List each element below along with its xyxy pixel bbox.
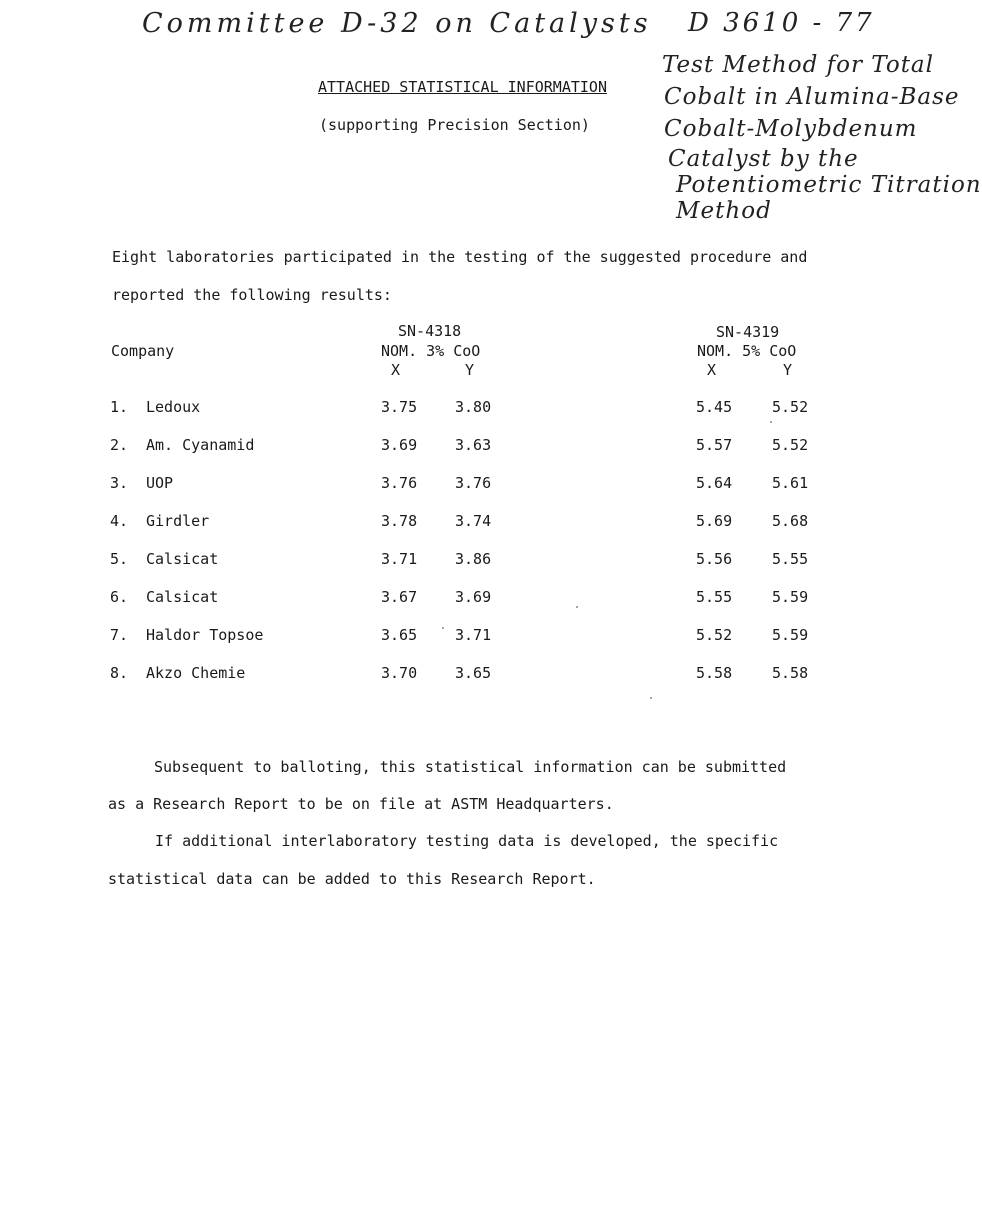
intro-line-1: Eight laboratories participated in the testing of the suggested procedure and: [112, 248, 808, 266]
sample2-x-value: 5.45: [696, 398, 733, 416]
sample1-y-header: Y: [465, 361, 475, 379]
sample2-y-value: 5.68: [772, 512, 809, 530]
company-column-header: Company: [111, 342, 175, 360]
sample2-x-value: 5.52: [696, 626, 733, 644]
sample1-y-value: 3.71: [455, 626, 492, 644]
sample1-y-value: 3.76: [455, 474, 492, 492]
row-number: 3.: [110, 474, 129, 492]
committee-handwritten: Committee D-32 on Catalysts: [142, 8, 652, 39]
intro-line-2: reported the following results:: [112, 286, 392, 304]
row-number: 6.: [110, 588, 129, 606]
title-line-3: Cobalt-Molybdenum: [664, 116, 918, 142]
row-number: 1.: [110, 398, 129, 416]
table-row: [0, 664, 950, 686]
scan-speck: [650, 697, 652, 699]
sample2-x-value: 5.64: [696, 474, 733, 492]
table-row: [0, 550, 950, 572]
sample1-x-value: 3.65: [381, 626, 418, 644]
sample2-y-value: 5.52: [772, 436, 809, 454]
sample1-x-header: X: [391, 361, 401, 379]
closing-p1-line-1: Subsequent to balloting, this statistical information can be submitted: [154, 758, 787, 776]
sample1-x-value: 3.70: [381, 664, 418, 682]
sample1-y-value: 3.74: [455, 512, 492, 530]
company-name: Calsicat: [146, 588, 219, 606]
title-line-4: Catalyst by the: [668, 146, 859, 172]
sample1-id: SN-4318: [398, 322, 462, 340]
title-line-1: Test Method for Total: [662, 52, 935, 78]
table-row: [0, 436, 950, 458]
table-row: [0, 474, 950, 496]
sample2-nominal: NOM. 5% CoO: [697, 342, 797, 360]
sample2-y-value: 5.59: [772, 588, 809, 606]
sample2-x-value: 5.69: [696, 512, 733, 530]
sample1-x-value: 3.76: [381, 474, 418, 492]
sample2-x-header: X: [707, 361, 717, 379]
sample1-y-value: 3.69: [455, 588, 492, 606]
closing-p2-line-1: If additional interlaboratory testing data is developed, the specific: [155, 832, 779, 850]
sample2-x-value: 5.58: [696, 664, 733, 682]
company-name: Akzo Chemie: [146, 664, 246, 682]
company-name: Ledoux: [146, 398, 201, 416]
sample1-x-value: 3.67: [381, 588, 418, 606]
row-number: 8.: [110, 664, 129, 682]
document-heading: ATTACHED STATISTICAL INFORMATION: [318, 78, 607, 96]
company-name: Girdler: [146, 512, 210, 530]
table-row: [0, 626, 950, 648]
sample1-y-value: 3.63: [455, 436, 492, 454]
sample1-x-value: 3.75: [381, 398, 418, 416]
row-number: 4.: [110, 512, 129, 530]
sample1-y-value: 3.65: [455, 664, 492, 682]
table-row: [0, 588, 950, 610]
title-line-5: Potentiometric Titration: [676, 172, 982, 198]
sample2-y-value: 5.58: [772, 664, 809, 682]
table-row: [0, 512, 950, 534]
closing-p2-line-2: statistical data can be added to this Research Report.: [108, 870, 596, 888]
row-number: 7.: [110, 626, 129, 644]
title-line-2: Cobalt in Alumina-Base: [664, 84, 960, 110]
designation-handwritten: D 3610 - 77: [688, 8, 875, 38]
sample1-y-value: 3.80: [455, 398, 492, 416]
table-row: [0, 398, 950, 420]
sample2-id: SN-4319: [716, 323, 780, 341]
sample1-x-value: 3.69: [381, 436, 418, 454]
sample2-x-value: 5.56: [696, 550, 733, 568]
sample1-y-value: 3.86: [455, 550, 492, 568]
sample1-x-value: 3.78: [381, 512, 418, 530]
scan-speck: [770, 421, 772, 423]
sample2-y-value: 5.61: [772, 474, 809, 492]
sample2-y-value: 5.59: [772, 626, 809, 644]
sample1-x-value: 3.71: [381, 550, 418, 568]
sample2-y-value: 5.52: [772, 398, 809, 416]
company-name: UOP: [146, 474, 174, 492]
sample2-x-value: 5.57: [696, 436, 733, 454]
sample2-x-value: 5.55: [696, 588, 733, 606]
sample2-y-value: 5.55: [772, 550, 809, 568]
document-subheading: (supporting Precision Section): [319, 116, 590, 134]
scan-speck: [442, 627, 444, 629]
company-name: Calsicat: [146, 550, 219, 568]
title-line-6: Method: [676, 198, 772, 224]
row-number: 5.: [110, 550, 129, 568]
sample1-nominal: NOM. 3% CoO: [381, 342, 481, 360]
scan-speck: [576, 606, 578, 608]
row-number: 2.: [110, 436, 129, 454]
closing-p1-line-2: as a Research Report to be on file at ASTM Headquarters.: [108, 795, 614, 813]
company-name: Haldor Topsoe: [146, 626, 264, 644]
company-name: Am. Cyanamid: [146, 436, 255, 454]
sample2-y-header: Y: [783, 361, 793, 379]
